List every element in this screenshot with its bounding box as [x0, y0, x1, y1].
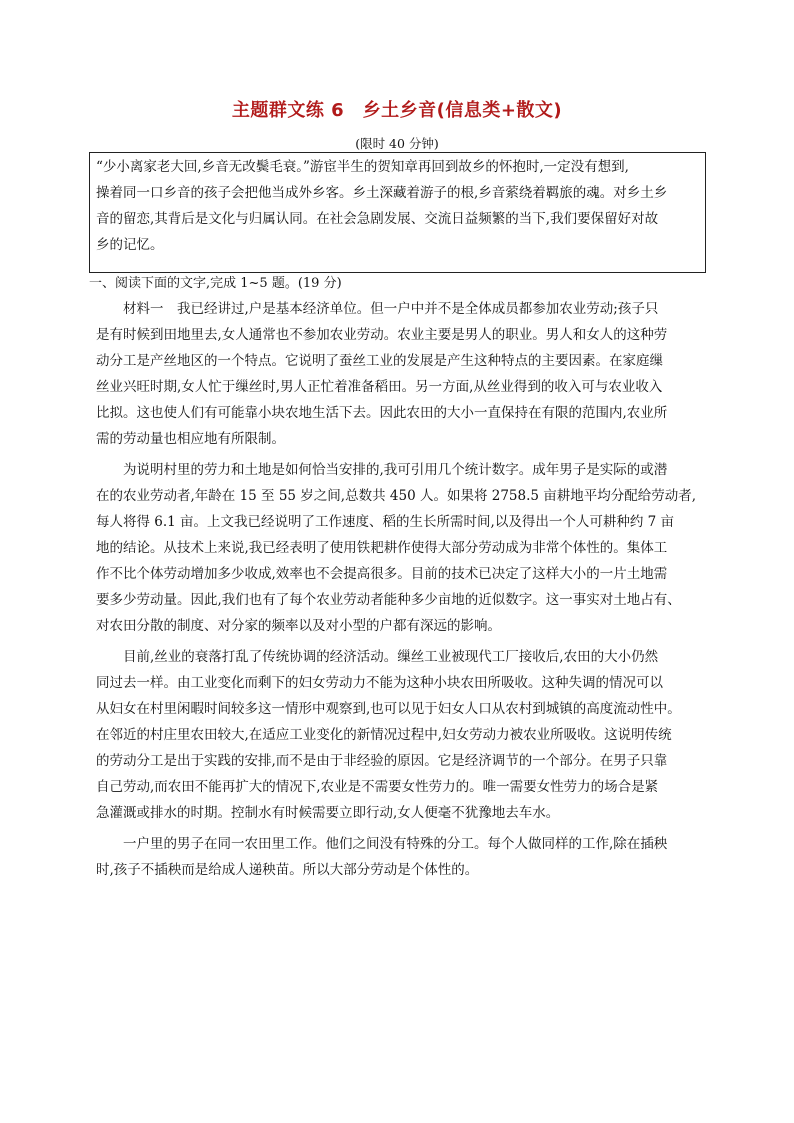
passage-line: 作不比个体劳动增加多少收成,效率也不会提高很多。目前的技术已决定了这样大小的一片土地需	[96, 566, 668, 582]
page-title: 主题群文练 6 乡土乡音(信息类+散文)	[231, 100, 563, 121]
passage-line: 从妇女在村里闲暇时间较多这一情形中观察到,也可以见于妇女人口从农村到城镇的高度流动性中。	[96, 701, 681, 717]
passage-line: 为说明村里的劳力和土地是如何恰当安排的,我可引用几个统计数字。成年男子是实际的或潜	[123, 462, 668, 478]
intro-line: 乡的记忆。	[96, 237, 164, 253]
passage-line: 目前,丝业的衰落打乱了传统协调的经济活动。缫丝工业被现代工厂接收后,农田的大小仍然	[123, 649, 659, 665]
passage-line: 同过去一样。由工业变化而剩下的妇女劳动力不能为这种小块农田所吸收。这种失调的情况可以	[96, 675, 663, 691]
passage-line: 急灌溉或排水的时期。控制水有时候需要立即行动,女人便毫不犹豫地去车水。	[96, 805, 560, 821]
passage-line: 是有时候到田地里去,女人通常也不参加农业劳动。农业主要是男人的职业。男人和女人的这种劳	[96, 327, 668, 343]
passage-line: 的劳动分工是出于实践的安排,而不是由于非经验的原因。它是经济调节的一个部分。在男子只靠	[96, 753, 668, 769]
passage-line: 自己劳动,而农田不能再扩大的情况下,农业是不需要女性劳力的。唯一需要女性劳力的场合是紧	[96, 779, 659, 795]
passage-line: 对农田分散的制度、对分家的频率以及对小型的户都有深远的影响。	[96, 618, 501, 634]
passage-line: 地的结论。从技术上来说,我已经表明了使用铁耙耕作使得大部分劳动成为非常个体性的。集体工	[96, 540, 668, 556]
passage-line: 丝业兴旺时期,女人忙于缫丝时,男人正忙着准备稻田。另一方面,从丝业得到的收入可与农业收入	[96, 379, 663, 395]
passage-line: 动分工是产丝地区的一个特点。它说明了蚕丝工业的发展是产生这种特点的主要因素。在家庭缫	[96, 353, 663, 369]
passage-line: 在邻近的村庄里农田较大,在适应工业变化的新情况过程中,妇女劳动力被农业所吸收。这说明传统	[96, 727, 672, 743]
intro-line: 操着同一口乡音的孩子会把他当成外乡客。乡土深藏着游子的根,乡音萦绕着羁旅的魂。对乡土乡	[96, 185, 668, 201]
passage-line: 需的劳动量也相应地有所限制。	[96, 431, 285, 447]
intro-line: “少小离家老大回,乡音无改鬓毛衰。”游宦半生的贺知章再回到故乡的怀抱时,一定没有想到,	[96, 159, 629, 175]
intro-line: 音的留恋,其背后是文化与归属认同。在社会急剧发展、交流日益频繁的当下,我们要保留好对故	[96, 211, 659, 227]
passage-line: 要多少劳动量。因此,我们也有了每个农业劳动者能种多少亩地的近似数字。这一事实对土地占有、	[96, 592, 681, 608]
time-limit: (限时 40 分钟)	[355, 136, 439, 151]
passage-line: 时,孩子不插秧而是给成人递秧苗。所以大部分劳动是个体性的。	[96, 862, 479, 878]
passage-line: 一户里的男子在同一农田里工作。他们之间没有特殊的分工。每个人做同样的工作,除在插秧	[123, 836, 668, 852]
passage-line: 比拟。这也使人们有可能靠小块农地生活下去。因此农田的大小一直保持在有限的范围内,农业所	[96, 405, 668, 421]
question-instruction: 一、阅读下面的文字,完成 1~5 题。(19 分)	[89, 276, 342, 291]
passage-line: 在的农业劳动者,年龄在 15 至 55 岁之间,总数共 450 人。如果将 2758.5 亩耕地平均分配给劳动者,	[96, 488, 697, 504]
passage-line: 材料一 我已经讲过,户是基本经济单位。但一户中并不是全体成员都参加农业劳动;孩子只	[123, 301, 659, 317]
passage-line: 每人将得 6.1 亩。上文我已经说明了工作速度、稻的生长所需时间,以及得出一个人可耕种约 7 亩	[96, 514, 675, 530]
